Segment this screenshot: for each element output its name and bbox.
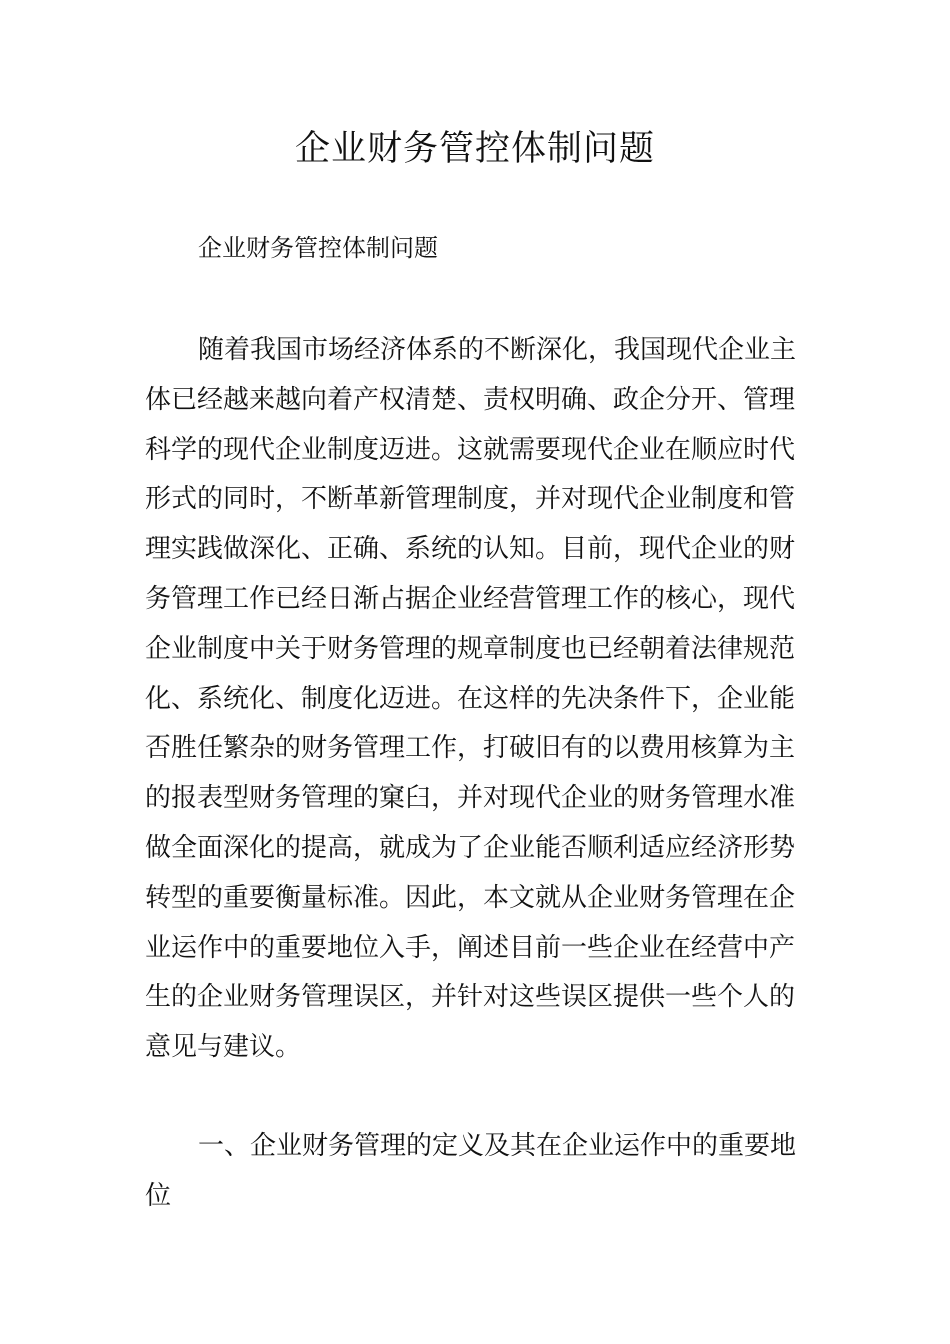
- paragraph-line: 体已经越来越向着产权清楚、责权明确、政企分开、管理: [145, 384, 796, 415]
- section-heading-line: 位: [145, 1180, 172, 1211]
- paragraph-line: 化、系统化、制度化迈进。在这样的先决条件下，企业能: [145, 683, 796, 714]
- paragraph-line: 的报表型财务管理的窠臼，并对现代企业的财务管理水准: [145, 783, 796, 814]
- paragraph-line: 生的企业财务管理误区，并针对这些误区提供一些个人的: [145, 982, 796, 1013]
- document-subtitle: 企业财务管控体制问题: [198, 234, 438, 262]
- paragraph-line: 业运作中的重要地位入手，阐述目前一些企业在经营中产: [145, 932, 796, 963]
- paragraph-line: 务管理工作已经日渐占据企业经营管理工作的核心，现代: [145, 583, 796, 614]
- paragraph-line: 否胜任繁杂的财务管理工作，打破旧有的以费用核算为主: [145, 733, 796, 764]
- paragraph-line: 做全面深化的提高，就成为了企业能否顺利适应经济形势: [145, 832, 796, 863]
- section-heading-line: 一、企业财务管理的定义及其在企业运作中的重要地: [198, 1131, 797, 1161]
- paragraph-line: 企业制度中关于财务管理的规章制度也已经朝着法律规范: [145, 633, 796, 664]
- paragraph-line: 意见与建议。: [145, 1032, 302, 1063]
- paragraph-line: 理实践做深化、正确、系统的认知。目前，现代企业的财: [145, 534, 796, 565]
- paragraph-line: 形式的同时，不断革新管理制度，并对现代企业制度和管: [145, 484, 796, 515]
- section-heading: [145, 1122, 809, 1222]
- intro-paragraph: [145, 326, 809, 1073]
- paragraph-line: 转型的重要衡量标准。因此，本文就从企业财务管理在企: [145, 882, 796, 913]
- paragraph-line: 科学的现代企业制度迈进。这就需要现代企业在顺应时代: [145, 434, 796, 465]
- paragraph-line: 随着我国市场经济体系的不断深化，我国现代企业主: [198, 335, 797, 365]
- document-title: 企业财务管控体制问题: [294, 129, 655, 169]
